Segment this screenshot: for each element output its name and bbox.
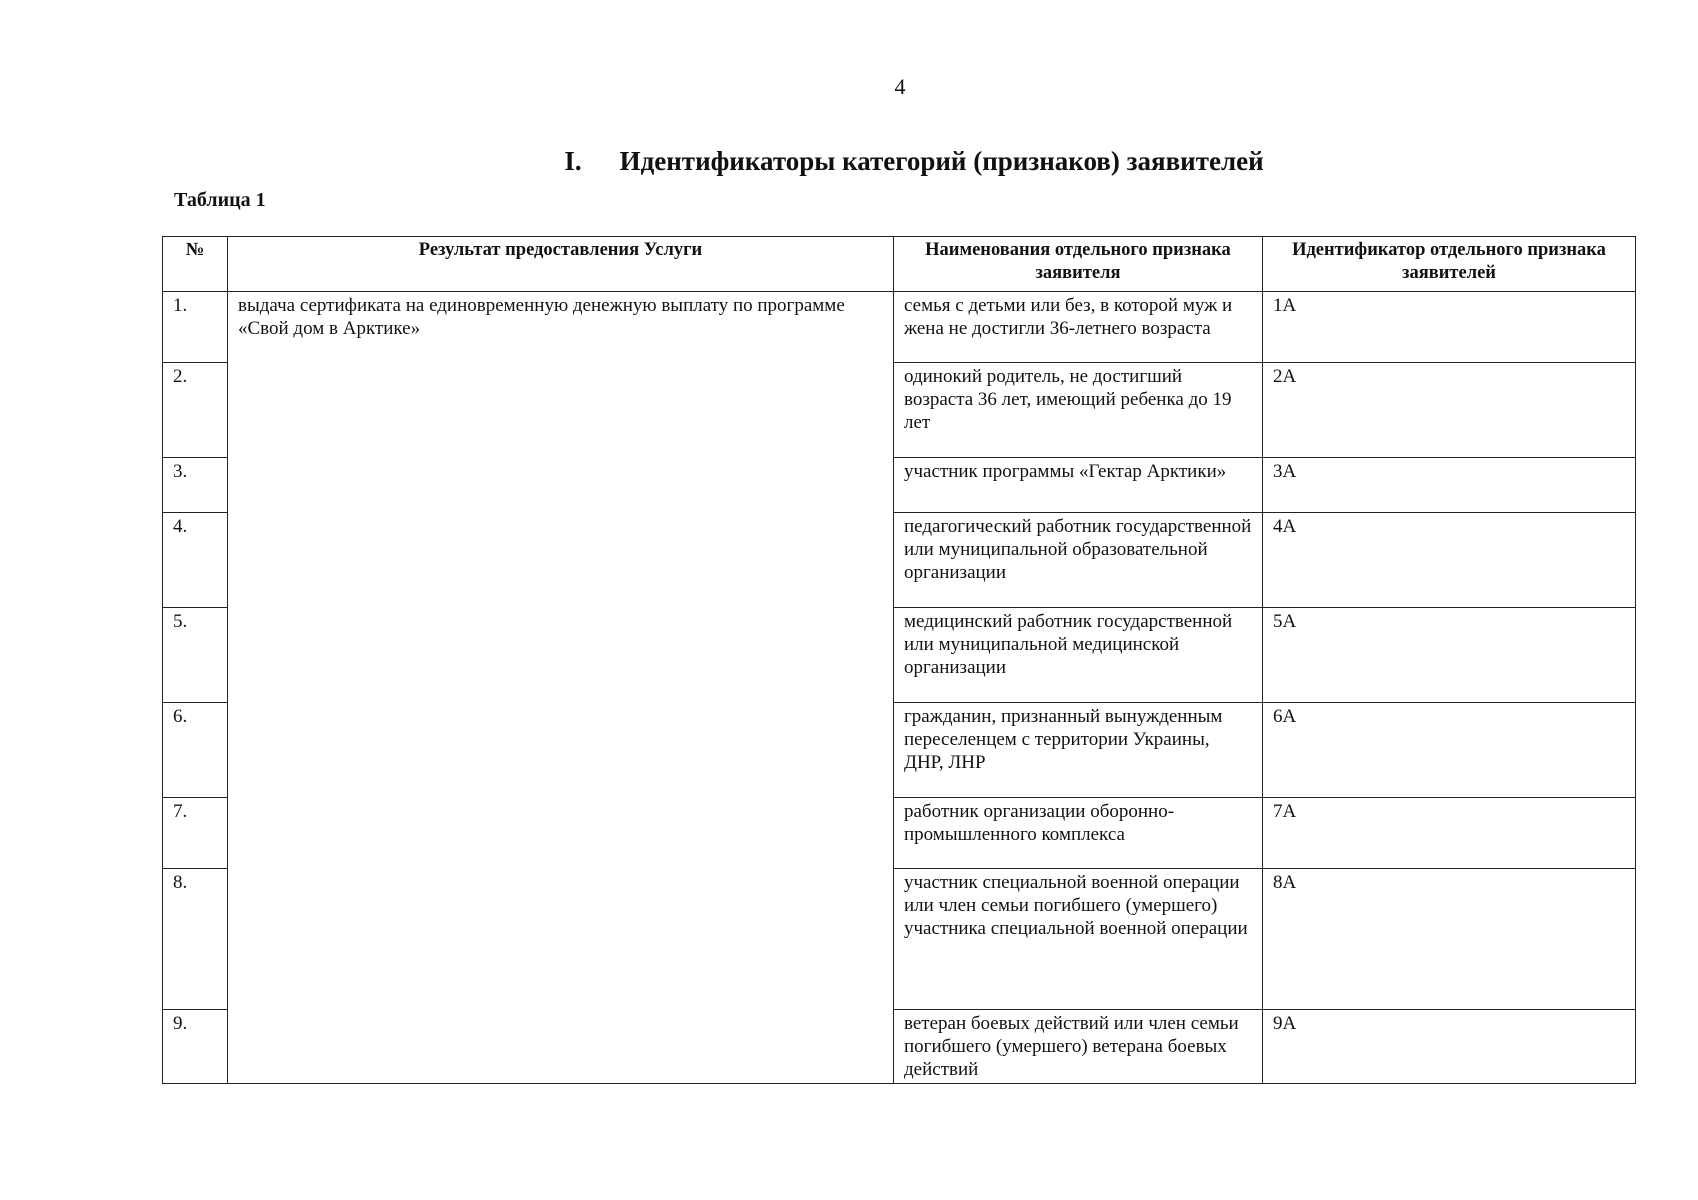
row-id: 9А <box>1263 1010 1636 1084</box>
table-caption: Таблица 1 <box>174 189 266 211</box>
row-num: 3. <box>163 458 228 513</box>
header-name: Наименования отдельного признака заявителя <box>894 237 1263 292</box>
result-cell: выдача сертификата на единовременную денежную выплату по программе «Свой дом в Арктике» <box>228 292 894 1084</box>
row-num: 8. <box>163 869 228 1010</box>
row-name: участник специальной военной операции или член семьи погибшего (умершего) участника специальной военной операции <box>894 869 1263 1010</box>
row-id: 3А <box>1263 458 1636 513</box>
row-num: 6. <box>163 703 228 798</box>
section-title <box>0 146 1698 177</box>
row-id: 2А <box>1263 363 1636 458</box>
section-title-text: Идентификаторы категорий (признаков) заявителей <box>619 146 1264 176</box>
row-name: медицинский работник государственной или муниципальной медицинской организации <box>894 608 1263 703</box>
page-number: 4 <box>894 74 906 99</box>
row-id: 6А <box>1263 703 1636 798</box>
row-num: 9. <box>163 1010 228 1084</box>
row-id: 5А <box>1263 608 1636 703</box>
header-num: № <box>163 237 228 292</box>
row-name: работник организации оборонно-промышленного комплекса <box>894 798 1263 869</box>
row-name: участник программы «Гектар Арктики» <box>894 458 1263 513</box>
header-id: Идентификатор отдельного признака заявителей <box>1263 237 1636 292</box>
row-num: 4. <box>163 513 228 608</box>
row-id: 1А <box>1263 292 1636 363</box>
row-num: 7. <box>163 798 228 869</box>
categories-table <box>162 236 1636 1084</box>
table-row <box>163 292 1636 363</box>
row-name: одинокий родитель, не достигший возраста 36 лет, имеющий ребенка до 19 лет <box>894 363 1263 458</box>
row-num: 2. <box>163 363 228 458</box>
header-result: Результат предоставления Услуги <box>228 237 894 292</box>
row-name: семья с детьми или без, в которой муж и жена не достигли 36-летнего возраста <box>894 292 1263 363</box>
row-id: 8А <box>1263 869 1636 1010</box>
row-num: 5. <box>163 608 228 703</box>
row-id: 7А <box>1263 798 1636 869</box>
row-id: 4А <box>1263 513 1636 608</box>
row-name: гражданин, признанный вынужденным переселенцем с территории Украины, ДНР, ЛНР <box>894 703 1263 798</box>
section-roman-numeral: I. <box>564 146 582 176</box>
row-name: ветеран боевых действий или член семьи погибшего (умершего) ветерана боевых действий <box>894 1010 1263 1084</box>
table-header-row <box>163 237 1636 292</box>
row-num: 1. <box>163 292 228 363</box>
row-name: педагогический работник государственной или муниципальной образовательной организации <box>894 513 1263 608</box>
